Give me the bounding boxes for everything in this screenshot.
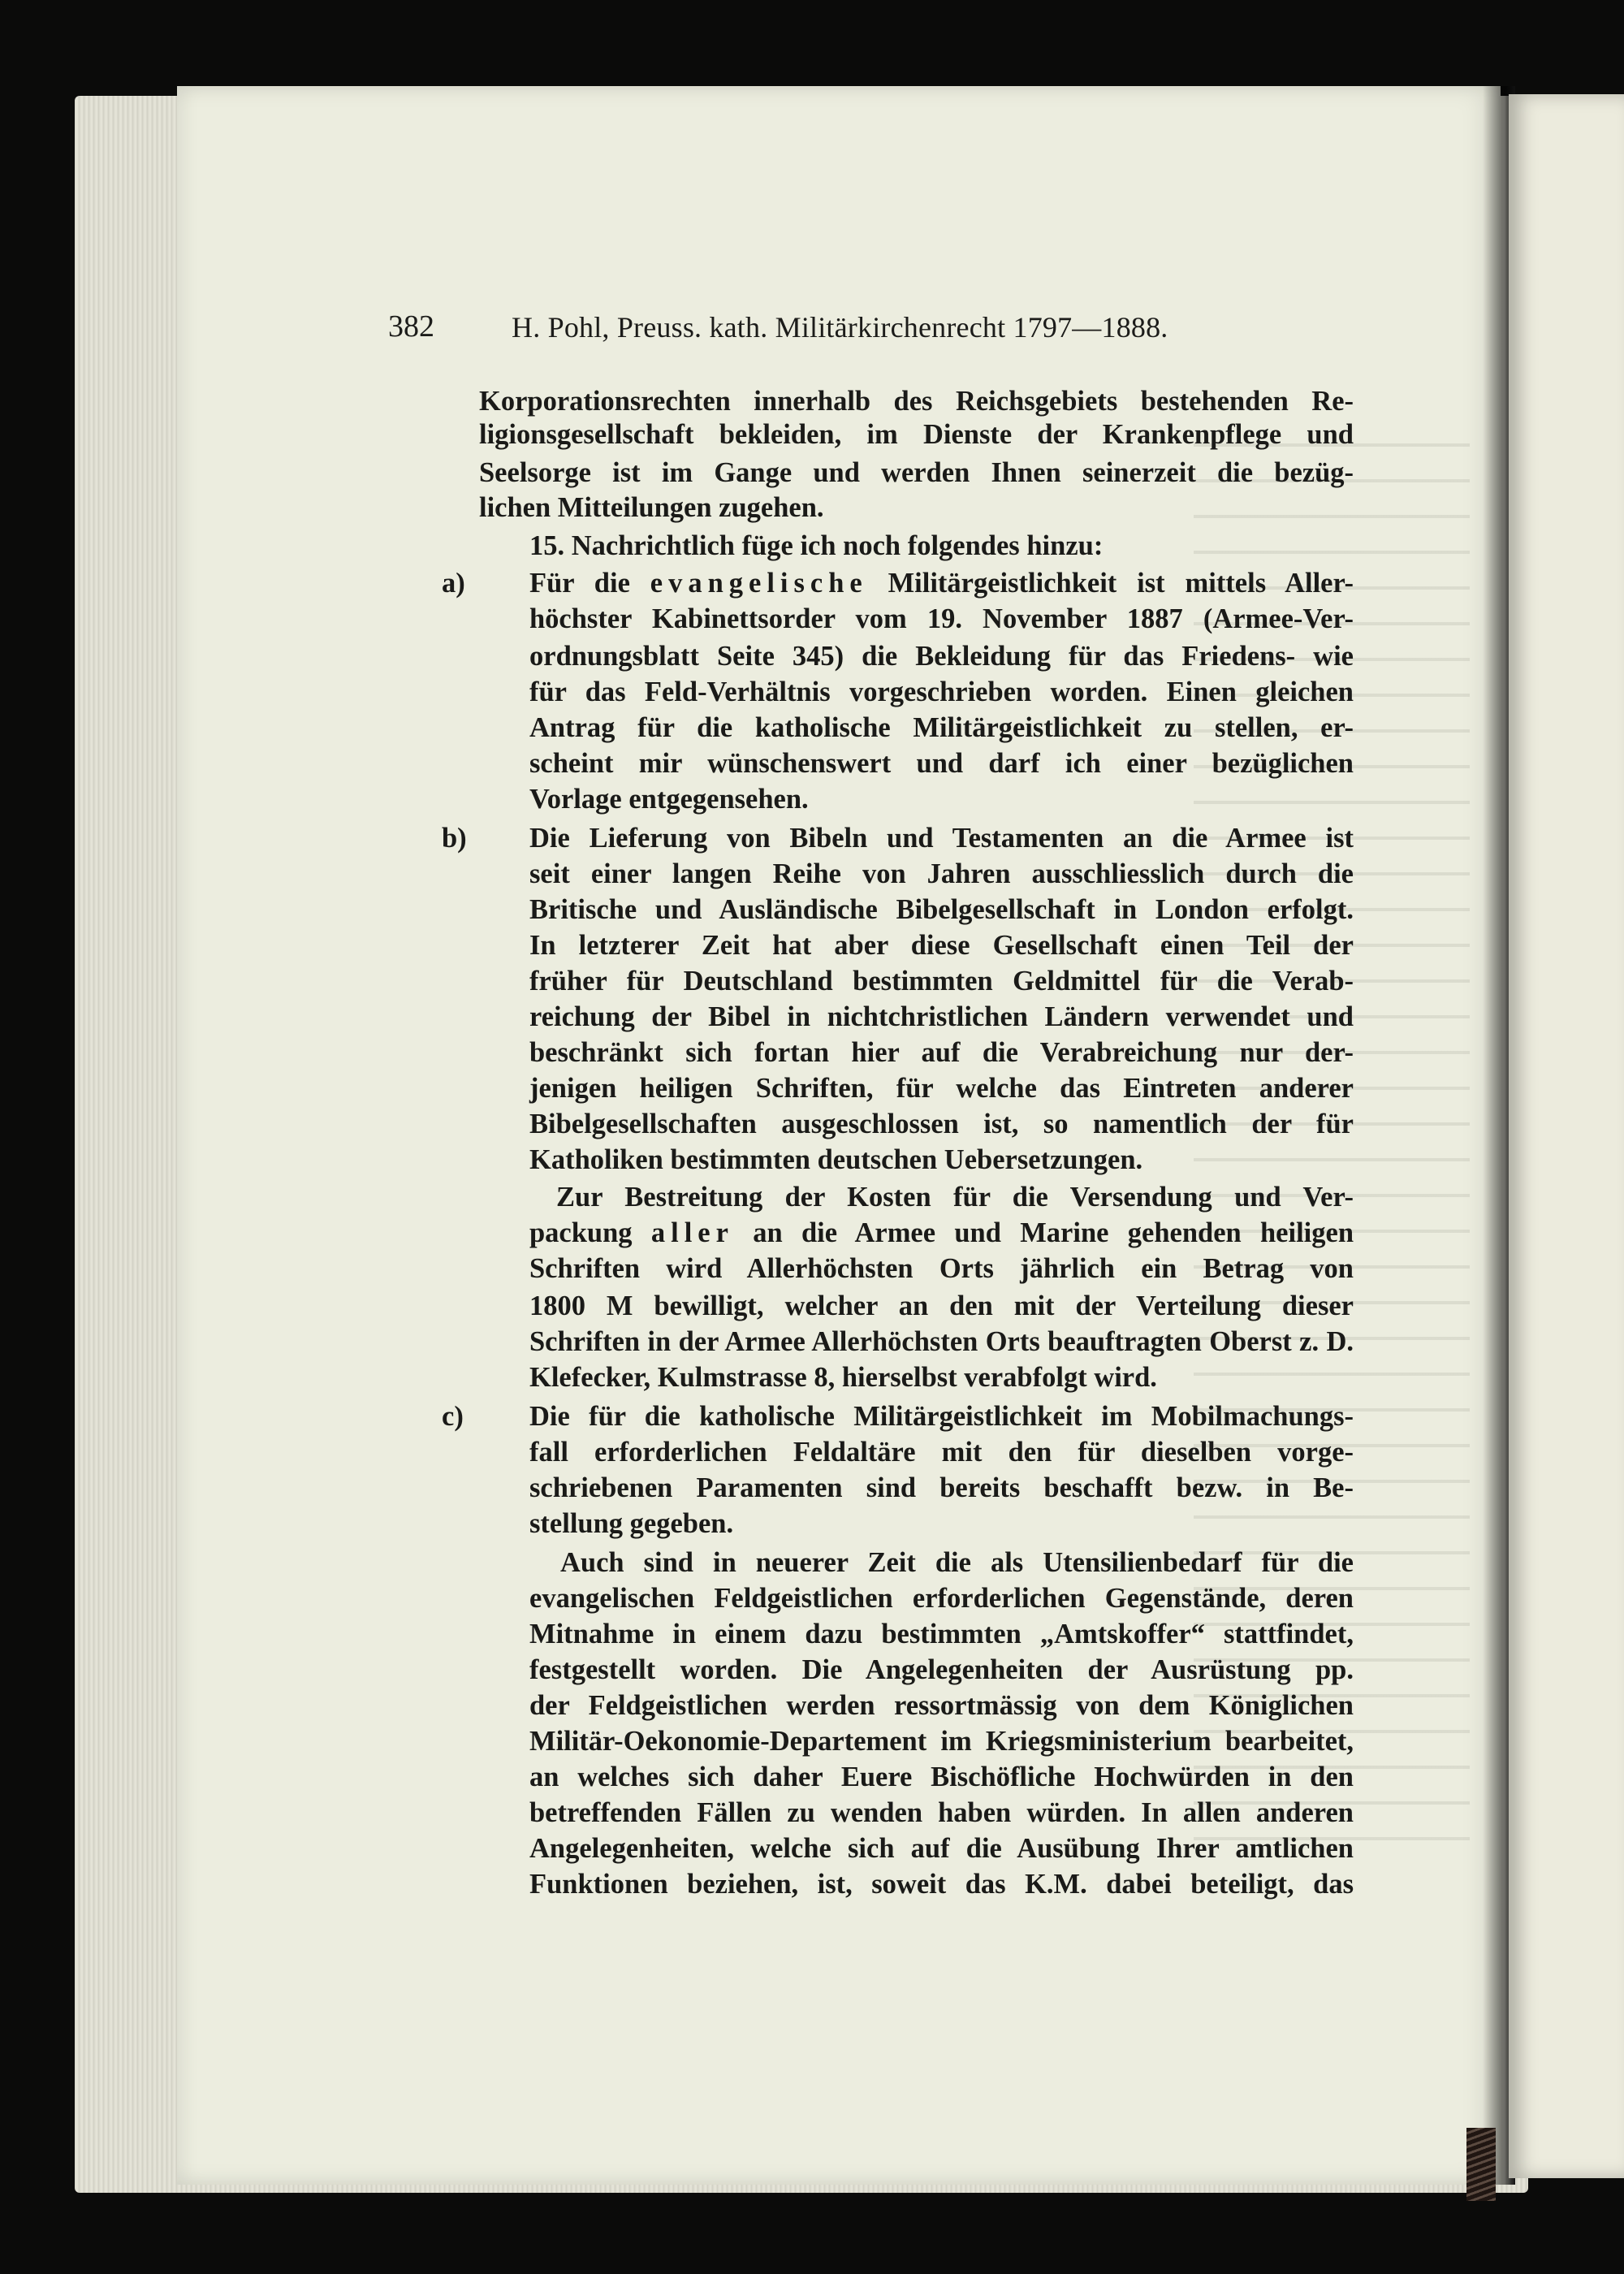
section-15-heading: 15. Nachrichtlich füge ich noch folgendes hinzu: — [529, 530, 1104, 561]
text-line: 1800 M bewilligt, welcher an den mit der Verteilung dieser — [529, 1290, 1354, 1321]
text-line: Mitnahme in einem dazu bestimmten „Amtskoffer“ stattfindet, — [529, 1619, 1354, 1649]
text-line: ligionsgesellschaft bekleiden, im Dienste der Krankenpflege und — [479, 419, 1354, 450]
text-line: reichung der Bibel in nichtchristlichen Ländern verwendet und — [529, 1001, 1354, 1032]
item-marker-c: c) — [442, 1401, 464, 1432]
text-line: ordnungsblatt Seite 345) die Bekleidung für das Friedens- wie — [529, 641, 1354, 672]
text-line: an welches sich daher Euere Bischöfliche Hochwürden in den — [529, 1762, 1354, 1792]
text-line — [529, 1217, 1354, 1249]
text-line: Schriften wird Allerhöchsten Orts jährlich ein Betrag von — [529, 1253, 1354, 1284]
text-line: beschränkt sich fortan hier auf die Verabreichung nur der- — [529, 1037, 1354, 1068]
text-line: Militär-Oekonomie-Departement im Kriegsministerium bearbeitet, — [529, 1726, 1354, 1757]
page-header — [388, 309, 1363, 357]
text-line: schriebenen Paramenten sind bereits beschafft bezw. in Be- — [529, 1472, 1354, 1503]
text-line: Vorlage entgegensehen. — [529, 784, 809, 815]
text-line: Auch sind in neuerer Zeit die als Utensilienbedarf für die — [560, 1547, 1354, 1578]
spaced-emphasis: evangelische — [650, 568, 868, 599]
text-line: lichen Mitteilungen zugehen. — [479, 492, 824, 523]
facing-page — [1509, 94, 1624, 2178]
text-line: Katholiken bestimmten deutschen Uebersetzungen. — [529, 1144, 1143, 1175]
text-line: betreffenden Fällen zu wenden haben würden. In allen anderen — [529, 1797, 1354, 1828]
text-line: Die Lieferung von Bibeln und Testamenten an die Armee ist — [529, 823, 1354, 854]
text-line: Britische und Ausländische Bibelgesellschaft in London erfolgt. — [529, 894, 1354, 925]
show-through-text — [1194, 422, 1470, 1868]
text-line: höchster Kabinettsorder vom 19. November 1887 (Armee-Ver- — [529, 603, 1354, 634]
page-number: 382 — [388, 309, 434, 344]
text-fragment: an die Armee und Marine gehenden heiligen — [753, 1217, 1354, 1248]
text-line: Klefecker, Kulmstrasse 8, hierselbst verabfolgt wird. — [529, 1362, 1157, 1393]
text-line: Seelsorge ist im Gange und werden Ihnen seinerzeit die bezüg- — [479, 457, 1354, 488]
text-line: evangelischen Feldgeistlichen erforderlichen Gegenstände, deren — [529, 1583, 1354, 1614]
text-line: seit einer langen Reihe von Jahren ausschliesslich durch die — [529, 858, 1354, 889]
text-line: Funktionen beziehen, ist, soweit das K.M. dabei beteiligt, das — [529, 1869, 1354, 1900]
text-line: stellung gegeben. — [529, 1508, 734, 1539]
text-line: scheint mir wünschenswert und darf ich einer bezüglichen — [529, 748, 1354, 779]
text-line: Bibelgesellschaften ausgeschlossen ist, so namentlich der für — [529, 1109, 1354, 1139]
text-line: Schriften in der Armee Allerhöchsten Orts beauftragten Oberst z. D. — [529, 1326, 1354, 1357]
text-line: festgestellt worden. Die Angelegenheiten der Ausrüstung pp. — [529, 1654, 1354, 1685]
bookmark-ribbon — [1466, 2128, 1496, 2201]
text-line: Die für die katholische Militärgeistlichkeit im Mobilmachungs- — [529, 1401, 1354, 1432]
text-line: In letzterer Zeit hat aber diese Gesellschaft einen Teil der — [529, 930, 1354, 961]
text-line: Antrag für die katholische Militärgeistlichkeit zu stellen, er- — [529, 712, 1354, 743]
spaced-emphasis: aller — [650, 1217, 734, 1248]
text-line: für das Feld-Verhältnis vorgeschrieben worden. Einen gleichen — [529, 677, 1354, 707]
text-line — [529, 567, 1354, 599]
text-fragment: Militärgeistlichkeit ist mittels Aller- — [888, 568, 1354, 599]
item-marker-b: b) — [442, 823, 467, 854]
running-title: H. Pohl, Preuss. kath. Militärkirchenrecht 1797—1888. — [512, 311, 1168, 344]
text-line: Angelegenheiten, welche sich auf die Ausübung Ihrer amtlichen — [529, 1833, 1354, 1864]
item-marker-a: a) — [442, 568, 465, 599]
text-line: Zur Bestreitung der Kosten für die Versendung und Ver- — [556, 1182, 1354, 1213]
text-line: früher für Deutschland bestimmten Geldmittel für die Verab- — [529, 966, 1354, 996]
text-fragment: Für die — [529, 568, 630, 599]
text-line: der Feldgeistlichen werden ressortmässig von dem Königlichen — [529, 1690, 1354, 1721]
text-fragment: packung — [529, 1217, 633, 1248]
text-line: fall erforderlichen Feldaltäre mit den für dieselben vorge- — [529, 1437, 1354, 1468]
text-line: jenigen heiligen Schriften, für welche das Eintreten anderer — [529, 1073, 1354, 1104]
text-line: Korporationsrechten innerhalb des Reichsgebiets bestehenden Re- — [479, 386, 1354, 417]
